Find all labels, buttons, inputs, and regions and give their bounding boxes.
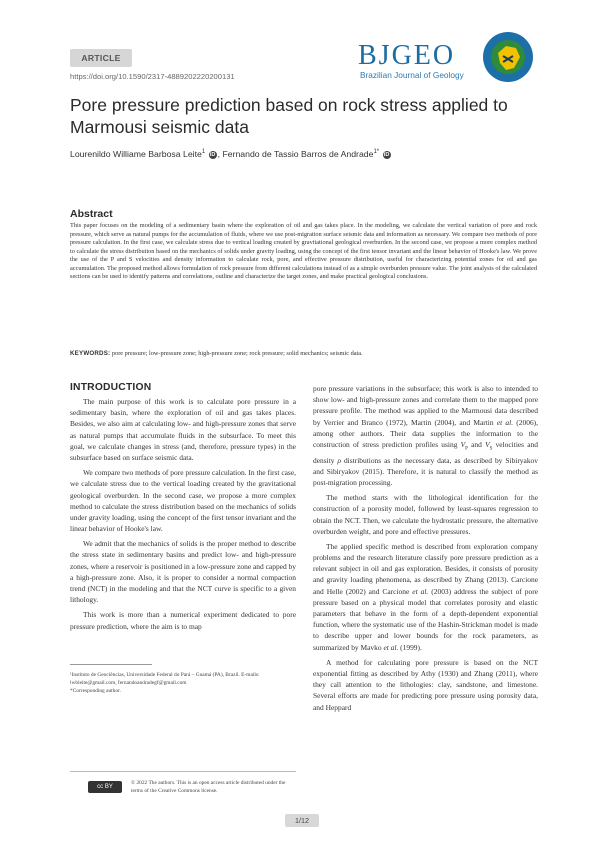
- keywords: [70, 350, 537, 359]
- keywords-list: pore pressure; low-pressure zone; high-pressure zone; rock pressure; solid mechanics; seismic data.: [111, 350, 363, 357]
- abstract-text: This paper focuses on the modeling of a sedimentary basin where the exploration of oil and gas takes place. In the modeling, we calculate the vertical variation of pore and rock pressure, which serve as natural pumps for the accumulation of fluids, where we use post-migration surface seismic data and information as necessary. We compare two methods of pore pressure calculation. In the first case, we calculate stress due to vertical loading created by gravitational geological overburden. In the second case, we propose a more complex method to calculate the stress distribution based on the mechanics of solids under gravity loading, using the concept of the first tensor invariant and the linear behavior of Hooke's law. We prove the use of the P and S velocities and density information to calculate rock, pore, and effective pressure distribution, useful for characterizing potential zones for oil and gas accumulation. The proposed method allows formulation of rock pressure from different calculations instead of as a simple overburden pressure value. The joint analysis of the calculated sections can be used to identify patterns and correlations, outline and characterize the target zones, and make practical geological conclusions.: [70, 222, 537, 281]
- section-heading-introduction: INTRODUCTION: [70, 382, 152, 393]
- journal-name: Brazilian Journal of Geology: [360, 70, 464, 80]
- footnote-divider: [70, 664, 152, 665]
- license-divider: [70, 771, 296, 772]
- author-name: Fernando de Tassio Barros de Andrade: [222, 149, 374, 159]
- body-column-right: [313, 383, 538, 717]
- author-list: Lourenildo Williame Barbosa Leite$^1$ iD , Fernando de Tassio Barros de Andrade$^{1*}$ iD: [70, 149, 390, 159]
- paragraph: This work is more than a numerical experiment dedicated to pore pressure prediction, where the aim is to map: [70, 610, 296, 631]
- article-type-badge: ARTICLE: [70, 49, 132, 67]
- society-seal-icon: [482, 31, 534, 83]
- paragraph: pore pressure variations in the subsurface; this work is also to intended to show low- and high-pressure zones and correlate them to the mapped pore pressure profile. The method was applied to the Marmousi data described by Verrier and Branco (1972), Martin (2004), and Martin et al. (2006), among other authors. Their data supplies the information to the construction of stress prediction profiles using $V_P$ and $V_S$ velocities and density ρ distributions as the necessary data, as described by Sibiryakov and Sibiryakov (2015). Therefore, it is natural to classify the method as post-migration processing.: [313, 384, 539, 487]
- paper-title: Pore pressure prediction based on rock stress applied to Marmousi seismic data: [70, 95, 508, 137]
- creative-commons-icon[interactable]: cc BY: [88, 781, 122, 793]
- license-text: © 2022 The authors. This is an open access article distributed under the terms of the Creative Commons license.: [131, 780, 286, 794]
- paragraph: The applied specific method is described from exploration company problems and the research literature classify pore pressure prediction as a relevant subject in oil and gas exploration. Besides, it consists of porosity and gravity loading phenomena, as described by Zhang (2013). Carcione and Helle (2002) and Carcione et al. (2003) address the subject of pore pressure based on a physical model that correlates porosity and elastic parameters that behave in the form of a depth-dependent exponential function, where the systematic use of the Hashin-Strickman model is made to describe upper and lower bounds for the rock parameters, as summarized by Mavko et al. (1999).: [313, 541, 538, 652]
- paragraph: The method starts with the lithological identification for the construction of a porosity model, followed by least-squares regression to obtain the NCT. Then, we calculate the hydrostatic pressure, the alternative overburden weight, and pore and effective pressures.: [313, 493, 538, 536]
- doi-link[interactable]: https://doi.org/10.1590/2317-4889202220200131: [70, 72, 235, 81]
- paragraph: The main purpose of this work is to calculate pore pressure in a sedimentary basin, where the exploration of oil and gas takes places. Besides, we also aim at calculating low- and high-pressure zones that serve as natural pumps that accumulate fluids in the subsurface. To meet this goal, we calculate changes in stress (and, therefore, pressure types) in the subsurface based on surface seismic data.: [70, 397, 296, 462]
- keywords-label: KEYWORDS:: [70, 350, 111, 357]
- footnotes: [70, 671, 296, 695]
- orcid-icon[interactable]: iD: [209, 151, 216, 158]
- journal-logo-text: BJGEO: [358, 40, 456, 71]
- body-column-left: [70, 396, 296, 636]
- paragraph: We compare two methods of pore pressure calculation. In the first case, we calculate stress due to the vertical loading created by the gravitational geological overburden. In the second case, we propose a more complex method to calculate the stress distribution based on the mechanics of solids under gravity loading, using the concept of the first tensor invariant and the linear behavior of Hooke's law.: [70, 468, 296, 534]
- corresponding-note: *Corresponding author.: [70, 688, 121, 694]
- orcid-icon[interactable]: iD: [383, 151, 390, 158]
- page-number: 1/12: [285, 814, 319, 827]
- paragraph: A method for calculating pore pressure is based on the NCT exponential fitting as described by Athy (1930) and Zhang (2011), where they call attention to the lithologies: clay, sandstone, and limestone. Several efforts are made for predicting pore pressure using porosity data, and Heppard: [313, 657, 538, 712]
- paragraph: We admit that the mechanics of solids is the proper method to describe the stress state in sedimentary basins and predict low- and high-pressure zones, where a reservoir is positioned in a low-pressure zone and capped by a high-pressure zone. Also, it is proper to consider a normal compaction trend (NCT) in the modeling and that the NCT curve is specific to a given lithology.: [70, 539, 296, 605]
- author-name: Lourenildo Williame Barbosa Leite: [70, 149, 202, 159]
- affiliation-note: ¹Instituto de Geociências, Universidade Federal do Pará – Guamá (PA), Brazil. E-mails: lwbleite@gmail.com, fernandoandradegf@gmail.com: [70, 672, 260, 686]
- abstract-heading: Abstract: [70, 208, 113, 220]
